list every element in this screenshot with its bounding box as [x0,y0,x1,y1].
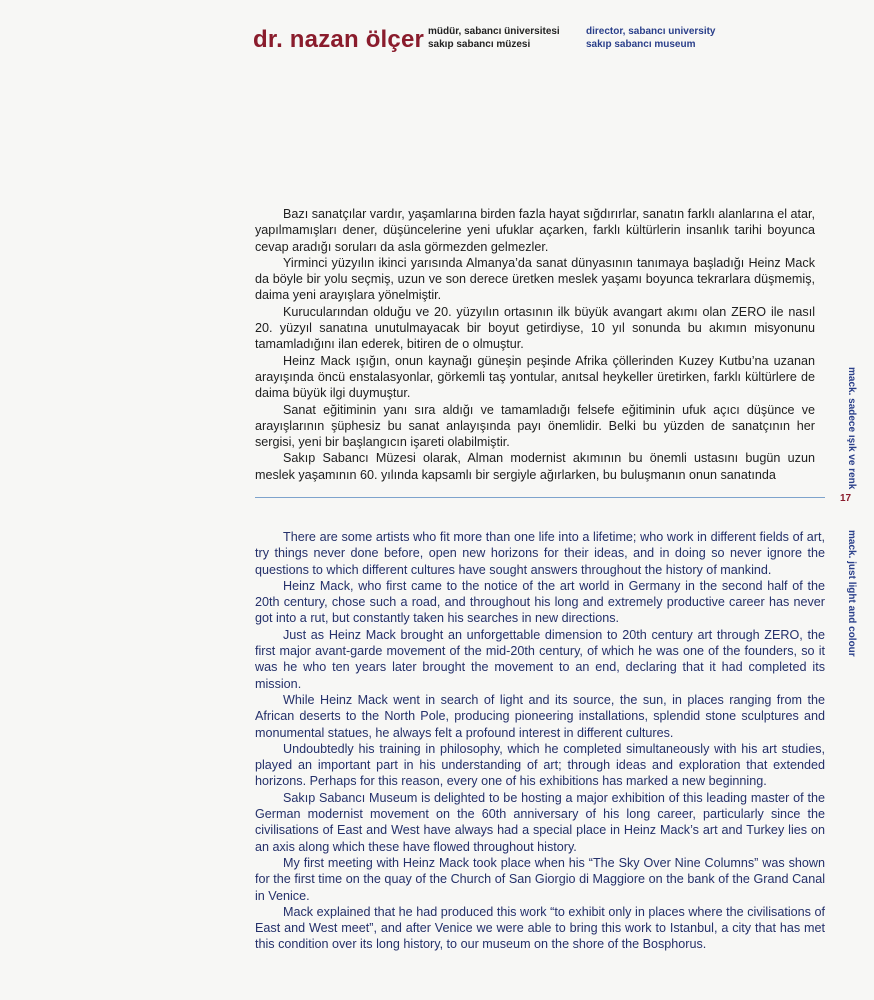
author-name: dr. nazan ölçer [253,26,425,53]
paragraph: Kurucularından olduğu ve 20. yüzyılın ortasının ilk büyük avangart akımı olan ZERO ile nasıl 20. yüzyıl sanatına unutulmayacak bir boyut getirdiyse, 10 yıl sonunda bu akımın misyonunu tamamladığını ilan ederek, bitiren de o olmuştur. [255,304,815,352]
paragraph: Just as Heinz Mack brought an unforgettable dimension to 20th century art through ZERO, the first major avant-garde movement of the mid-20th century, of which he was one of the founders, so it was he who ten years later brought the movement to an end, declaring that it had completed its mission. [255,627,825,691]
role-en-line: sakıp sabancı museum [586,39,696,50]
paragraph: Yirminci yüzyılın ikinci yarısında Almanya’da sanat dünyasının tanımaya başladığı Heinz Mack da böyle bir yolu seçmiş, uzun ve son derece üretken meslek yaşamı boyunca tekrarlara düşmemiş, daima yeni arayışlara yönelmiştir. [255,255,815,303]
paragraph: While Heinz Mack went in search of light and its source, the sun, in places ranging from the African deserts to the North Pole, producing pioneering installations, splendid stone sculptures and monumental statues, he always felt a profound interest in different cultures. [255,692,825,740]
turkish-body-text [255,206,815,483]
paragraph: Undoubtedly his training in philosophy, which he completed simultaneously with his art studies, played an important part in his understanding of art; through ideas and exploration that extended horizons. Perhaps for this reason, every one of his exhibitions has marked a new beginning. [255,741,825,789]
author-role-turkish [428,25,560,51]
paragraph: Sakıp Sabancı Müzesi olarak, Alman modernist akımının bu önemli ustasını bugün uzun meslek yaşamının 60. yılında kapsamlı bir sergiyle ağırlarken, bu buluşmanın onun sanatında [255,451,815,482]
paragraph: Sanat eğitiminin yanı sıra aldığı ve tamamladığı felsefe eğitiminin ufuk açıcı düşünce ve arayışlarının şüphesiz bu sanat anlayışında payı önemlidir. Belki bu yüzden de sanatçının her sergisi, yeni bir başlangıcın işareti olabilmiştir. [255,402,815,450]
role-tr-line: sakıp sabancı müzesi [428,39,531,50]
paragraph: My first meeting with Heinz Mack took place when his “The Sky Over Nine Columns” was shown for the first time on the quay of the Church of San Giorgio di Maggiore on the bank of the Grand Canal in Venice. [255,855,825,903]
author-role-english [586,25,716,51]
paragraph: Heinz Mack ışığın, onun kaynağı güneşin peşinde Afrika çöllerinden Kuzey Kutbu’na uzanan arayışında öncü enstalasyonlar, görkemli taş yontular, anıtsal heykeller üretirken, farklı kültürlere de daima büyük ilgi duymuştur. [255,353,815,401]
english-body-text [255,529,825,953]
section-divider [255,497,825,498]
sidebar-title-english: mack. just light and colour [846,530,857,657]
paragraph: Heinz Mack, who first came to the notice of the art world in Germany in the second half of the 20th century, chose such a road, and throughout his long and extremely productive career has never got into a rut, but constantly taken his searches in new directions. [255,578,825,626]
page-number: 17 [840,493,852,504]
role-en-line: director, sabancı university [586,26,716,37]
paragraph: Sakıp Sabancı Museum is delighted to be hosting a major exhibition of this leading master of the German modernist movement on the 60th anniversary of his long career, particularly since the civilisations of East and West have always had a special place in Heinz Mack’s art and Turkey lies on an axis along which these have flowed throughout history. [255,790,825,854]
paragraph: There are some artists who fit more than one life into a lifetime; who work in different fields of art, try things never done before, open new horizons for their ideas, and in doing so never ignore the questions to which different cultures have sought answers throughout the history of mankind. [255,530,825,577]
paragraph: Mack explained that he had produced this work “to exhibit only in places where the civilisations of East and West meet”, and after Venice we were able to bring this work to Istanbul, a city that has met this condition over its long history, to our museum on the shore of the Bosphorus. [255,904,825,952]
paragraph: Bazı sanatçılar vardır, yaşamlarına birden fazla hayat sığdırırlar, sanatın farklı alanlarına el atar, yapılmamışları dener, düşüncelerine yeni ufuklar açarken, farklı kültürlerin insanlık tarihi boyunca cevap aradığı soruları da asla görmezden gelmezler. [255,207,816,254]
sidebar-title-turkish: mack. sadece ışık ve renk [846,367,857,490]
role-tr-line: müdür, sabancı üniversitesi [428,26,560,37]
